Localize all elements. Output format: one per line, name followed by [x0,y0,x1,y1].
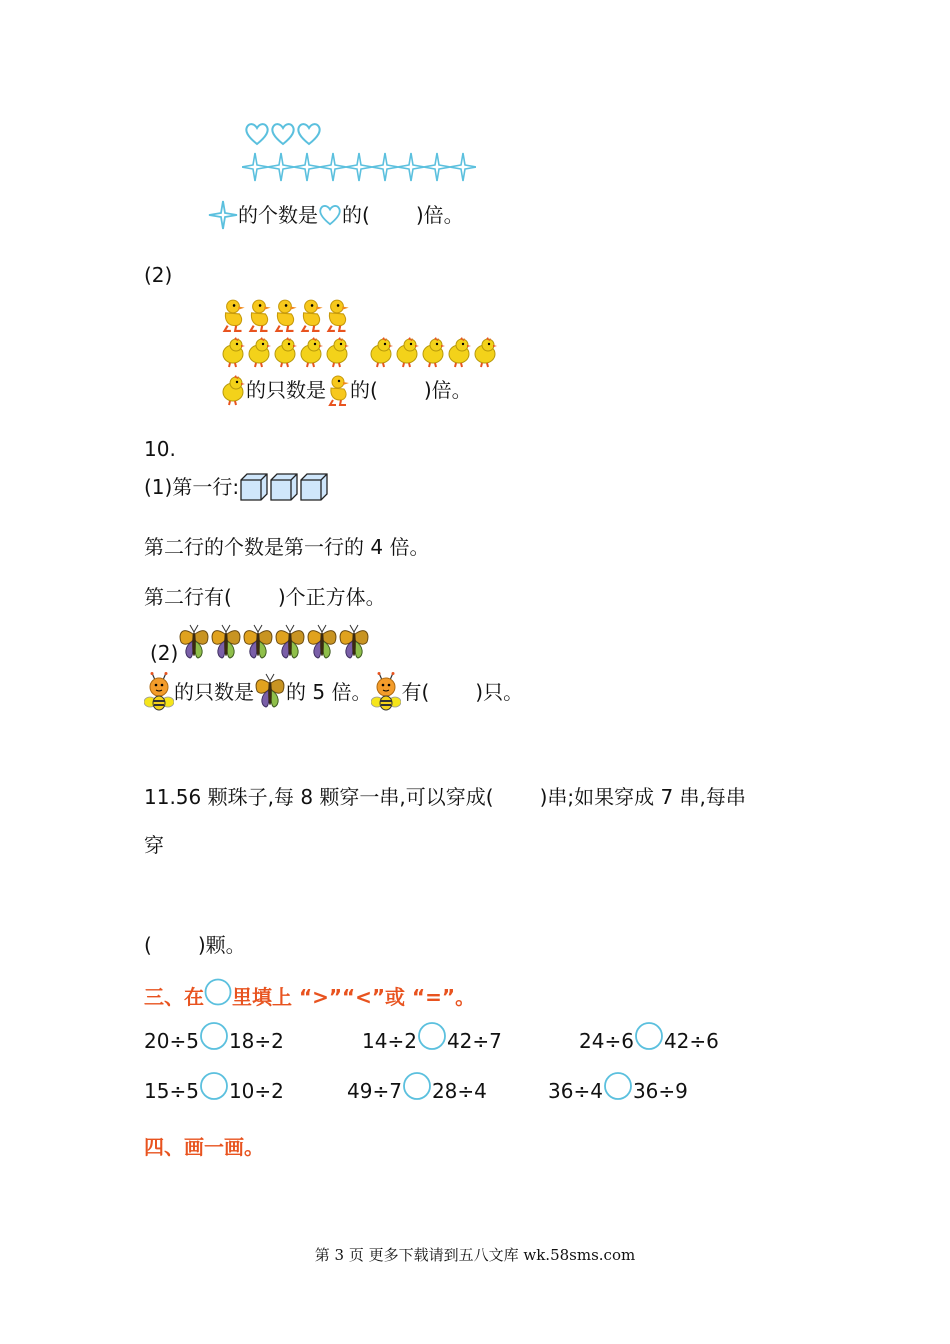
q10-line5-a: 的只数是 [174,680,254,704]
compare-left: 20÷5 [144,1029,199,1053]
chick-icon [298,336,324,368]
q10-line3 [144,584,386,610]
heart-icon [318,204,342,226]
circle-icon [204,978,232,1006]
hearts-row [244,122,322,146]
q10-number: 10. [144,437,176,461]
butterfly-icon [178,624,210,662]
section3-title-b: 里填上 “>”“<”或 “=”。 [232,985,476,1009]
bee-icon [144,672,174,712]
star-icon [450,152,476,182]
chick-icon [368,336,394,368]
q11-line3 [144,932,246,958]
q9-part2-label: (2) [144,263,173,287]
star-icon [320,152,346,182]
answer-circle[interactable] [199,1021,229,1051]
section4-title: 四、画一画。 [144,1135,264,1159]
answer-circle[interactable] [603,1071,633,1101]
duck-icon [324,298,350,332]
q10-line3-a: 第二行有( [144,585,232,609]
chick-icon [324,336,350,368]
compare-left: 15÷5 [144,1079,199,1103]
section3-title-a: 三、在 [144,985,204,1009]
butterfly-icon [306,624,338,662]
star-icon [398,152,424,182]
q10-line2: 第二行的个数是第一行的 4 倍。 [144,535,430,559]
star-icon [242,152,268,182]
compare-item [144,1078,284,1104]
butterfly-icon [274,624,306,662]
duck-icon [246,298,272,332]
duck-icon [298,298,324,332]
compare-right: 36÷9 [632,1079,688,1103]
heart-icon [270,122,296,146]
chick-icon [420,336,446,368]
star-icon [268,152,294,182]
butterfly-icon [338,624,370,662]
q11-line3-a: ( [144,933,152,957]
q11-line1-b: )串;如果穿成 7 串,每串 [539,785,746,809]
q9-part1-suffix: 的个数是 [238,203,318,227]
compare-left: 49÷7 [347,1079,402,1103]
q9-part1-line [208,200,464,230]
bee-icon [371,672,401,712]
chick-icon [246,336,272,368]
compare-left: 24÷6 [579,1029,634,1053]
heart-icon [244,122,270,146]
cube-icon [239,472,269,502]
q10-part1-label: (1)第一行: [144,475,240,499]
butterfly-icon [254,673,286,711]
cube-icon [299,472,329,502]
compare-item [347,1078,487,1104]
cubes-row [239,472,329,502]
butterflies-row [178,624,370,662]
answer-circle[interactable] [402,1071,432,1101]
section3-title [144,984,475,1010]
star-icon [372,152,398,182]
q10-line5-b: 的 5 倍。 [286,680,372,704]
q11-line2: 穿 [144,833,164,857]
butterfly-icon [210,624,242,662]
q10-line3-b: )个正方体。 [277,585,386,609]
chick-icon [220,374,246,406]
star-icon [294,152,320,182]
q11-line3-b: )颗。 [197,933,246,957]
duck-icon [220,298,246,332]
duck-icon [272,298,298,332]
star-icon [346,152,372,182]
chicks-row [220,336,498,368]
stars-row [242,152,476,182]
compare-left: 14÷2 [362,1029,417,1053]
q9-part1-mid: 的( [342,203,370,227]
compare-right: 10÷2 [228,1079,284,1103]
q9-part2-end: )倍。 [423,378,472,402]
q10-part1-line [144,472,329,502]
chick-icon [472,336,498,368]
q9-part2-suffix: 的只数是 [246,378,326,402]
compare-right: 42÷7 [446,1029,502,1053]
chick-icon [220,336,246,368]
page-footer: 第 3 页 更多下载请到五八文库 wk.58sms.com [314,1246,636,1264]
compare-item [579,1028,719,1054]
q11-line1 [144,784,746,810]
chick-icon [446,336,472,368]
compare-left: 36÷4 [548,1079,603,1103]
heart-icon [296,122,322,146]
duck-icon [326,374,350,406]
q10-line5-d: )只。 [475,680,524,704]
q10-part2-label: (2) [150,641,179,665]
answer-circle[interactable] [199,1071,229,1101]
compare-item [362,1028,502,1054]
q9-part2-mid: 的( [350,378,378,402]
compare-right: 18÷2 [228,1029,284,1053]
q10-part2-line [150,620,370,666]
q9-part2-line [220,374,472,406]
chick-icon [394,336,420,368]
chick-icon [272,336,298,368]
star-icon [424,152,450,182]
compare-right: 42÷6 [663,1029,719,1053]
q10-line5 [144,672,523,712]
q11-line1-a: 11.56 颗珠子,每 8 颗穿一串,可以穿成( [144,785,494,809]
compare-item [144,1028,284,1054]
compare-right: 28÷4 [431,1079,487,1103]
q9-part1-end: )倍。 [415,203,464,227]
star-icon [208,200,238,230]
answer-circle[interactable] [634,1021,664,1051]
compare-item [548,1078,688,1104]
answer-circle[interactable] [417,1021,447,1051]
cube-icon [269,472,299,502]
q10-line5-c: 有( [401,680,430,704]
ducks-row [220,298,350,332]
butterfly-icon [242,624,274,662]
